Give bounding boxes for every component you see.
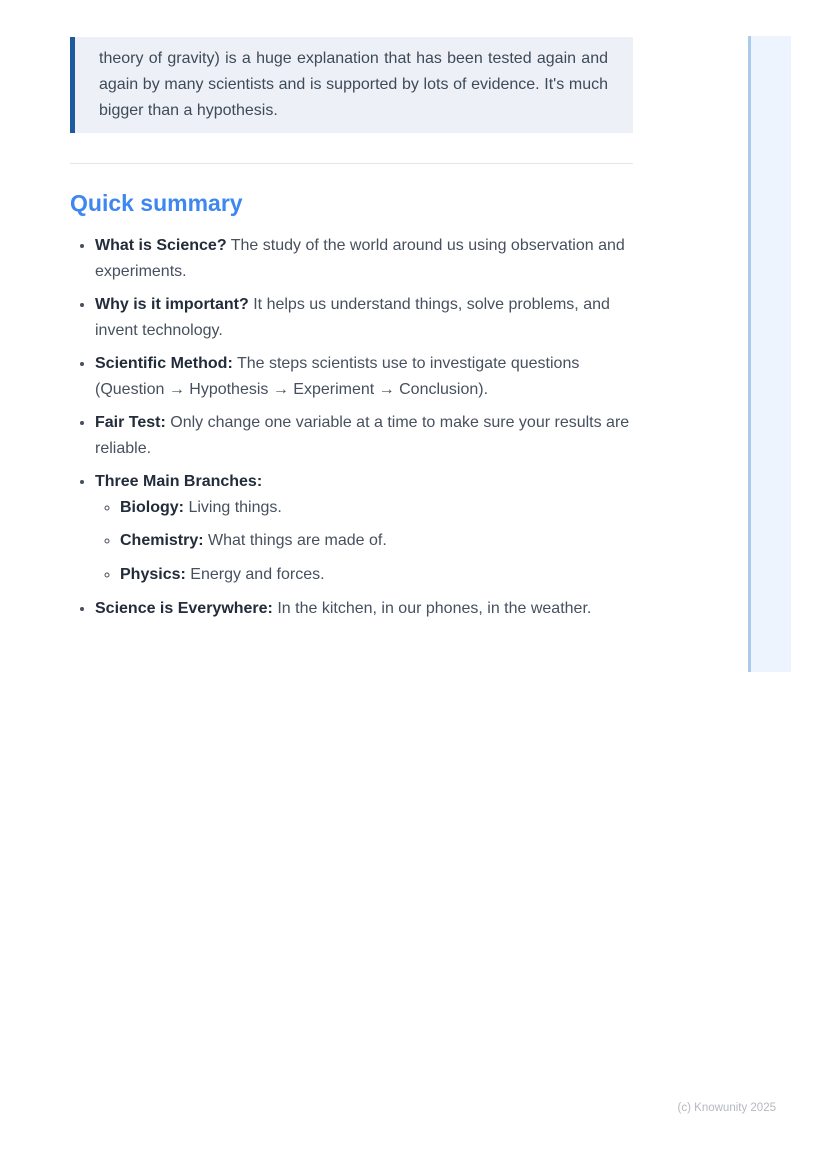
- copyright-footer: (c) Knowunity 2025: [677, 1102, 776, 1114]
- list-item-term: Science is Everywhere:: [95, 600, 273, 617]
- list-item-term: Fair Test:: [95, 414, 166, 431]
- blockquote-callout: [70, 37, 633, 133]
- list-item-description: It helps us understand things, solve problems, and invent technology.: [95, 296, 610, 339]
- list-item-term: Why is it important?: [95, 296, 249, 313]
- list-item-description: The steps scientists use to investigate questions (Question → Hypothesis → Experiment → Conclusion).: [95, 355, 580, 398]
- list-item-term: Scientific Method:: [95, 355, 233, 372]
- list-item-why-important: [95, 292, 633, 343]
- list-item-scientific-method: [95, 351, 633, 402]
- summary-list: [70, 233, 633, 622]
- sublist-item-term: Biology:: [120, 498, 184, 516]
- next-page-edge-strip: [748, 36, 791, 672]
- section-divider: [70, 163, 633, 164]
- branches-sublist: [95, 495, 633, 588]
- sublist-item-chemistry: [120, 528, 633, 554]
- sublist-item-term: Physics:: [120, 565, 186, 583]
- list-item-description: In the kitchen, in our phones, in the weather.: [277, 600, 592, 617]
- page-content: [70, 37, 633, 630]
- list-item-what-is-science: [95, 233, 633, 284]
- list-item-three-main-branches: [95, 469, 633, 587]
- sublist-item-biology: [120, 495, 633, 521]
- list-item-term: What is Science?: [95, 237, 227, 254]
- sublist-item-description: Energy and forces.: [190, 565, 325, 583]
- list-item-description: Only change one variable at a time to make sure your results are reliable.: [95, 414, 630, 457]
- sublist-item-description: Living things.: [188, 498, 282, 516]
- quick-summary-heading: Quick summary: [70, 190, 243, 216]
- blockquote-text: theory of gravity) is a huge explanation that has been tested again and again by many scientists and is supported by lots of evidence. It's much bigger than a hypothesis.: [99, 50, 608, 119]
- sublist-item-description: What things are made of.: [208, 532, 387, 549]
- sublist-item-term: Chemistry:: [120, 532, 204, 549]
- list-item-science-everywhere: [95, 596, 633, 622]
- list-item-description: The study of the world around us using observation and experiments.: [95, 237, 625, 280]
- list-item-term: Three Main Branches:: [95, 473, 263, 490]
- list-item-fair-test: [95, 410, 633, 461]
- sublist-item-physics: [120, 562, 633, 588]
